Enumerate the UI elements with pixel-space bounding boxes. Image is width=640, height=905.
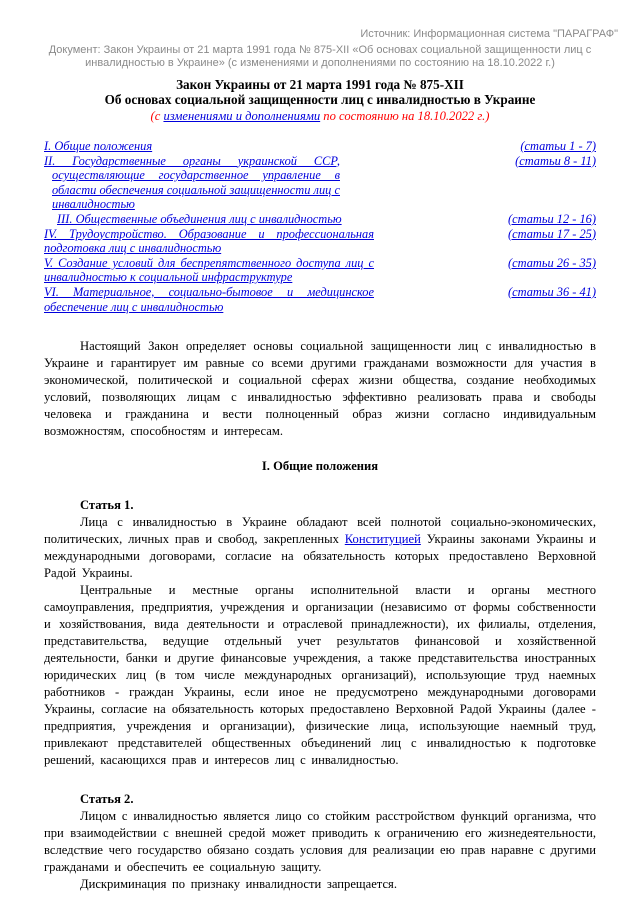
toc-link-section-6[interactable]: VI. Материальное, социально-бытовое и медицинское обеспечение лиц с инвалидностью <box>44 284 374 314</box>
article-1 <box>44 497 596 769</box>
toc-row <box>44 212 596 227</box>
toc-link-section-1[interactable]: I. Общие положения <box>44 139 153 153</box>
toc-articles-section-1[interactable]: (статьи 1 - 7) <box>520 139 596 153</box>
toc-link-section-2[interactable]: II. Государственные органы украинской ССР, осуществляющие государственное управление в области обеспечения социальной защищенности лиц с инвалидностью <box>44 153 340 212</box>
article-2-heading: Статья 2. <box>80 792 134 807</box>
toc-link-section-5[interactable]: V. Создание условий для беспрепятственного доступа лиц с инвалидностью к социальной инфраструктуре <box>44 255 374 285</box>
constitution-link[interactable]: Конституцией <box>344 532 421 547</box>
toc-link-section-3[interactable]: III. Общественные объединения лиц с инвалидностью <box>57 211 342 226</box>
revision-amendments-link[interactable]: изменениями и дополнениями <box>163 109 321 123</box>
document-content <box>0 77 640 893</box>
law-title-line1: Закон Украины от 21 марта 1991 года № 875-XII <box>176 77 464 92</box>
document-description-line: Документ: Закон Украины от 21 марта 1991 года № 875-XII «Об основах социальной защищенности лиц с инвалидностью в Украине» (с изменениями и дополнениями по состоянию на 18.10.2022 г.) <box>48 44 592 69</box>
article-2-paragraph-1: Лицом с инвалидностью является лицо со стойким расстройством функций организма, что при взаимодействии с внешней средой может приводить к ограничению его жизнедеятельности, вследствие чего государство обязано создать условия для реализации ею прав наравне с другими гражданами и обеспечить ее социальную защиту. <box>44 809 596 875</box>
toc-articles-section-2[interactable]: (статьи 8 - 11) <box>515 153 596 168</box>
article-1-p1-text-after: Украины законами Украины и международными договорами, согласие на обязательность которых предоставлено Верховной Радой Украины. <box>44 532 596 581</box>
intro-paragraph: Настоящий Закон определяет основы социальной защищенности лиц с инвалидностью в Украине и гарантирует им равные со всеми другими гражданами возможности для участия в экономической, политической и социальной сферах жизни общества, создание необходимых условий, позволяющих лицам с инвалидностью эффективно реализовать права и свободы человека и гражданина и вести полноценный образ жизни согласно индивидуальным возможностям, способностям и интересам. <box>44 339 596 439</box>
source-line: Источник: Информационная система "ПАРАГРАФ" <box>360 28 618 40</box>
article-1-paragraph-1 <box>44 514 596 582</box>
article-1-heading: Статья 1. <box>80 498 134 513</box>
toc-articles-section-6[interactable]: (статьи 36 - 41) <box>507 284 596 299</box>
toc-row <box>44 285 596 314</box>
toc-link-section-4[interactable]: IV. Трудоустройство. Образование и профессиональная подготовка лиц с инвалидностью <box>44 226 374 256</box>
revision-line <box>44 108 596 124</box>
toc-row <box>44 227 596 256</box>
toc-articles-section-3[interactable]: (статьи 12 - 16) <box>507 211 596 226</box>
table-of-contents <box>44 139 596 314</box>
article-1-paragraph-2: Центральные и местные органы исполнительной власти и органы местного самоуправления, предприятия, учреждения и организации (независимо от формы собственности и хозяйствования, вида деятельности и отраслевой принадлежности), их филиалы, отделения, представительства, ведущие отдельный учет результатов финансовой и хозяйственной деятельности, банки и другие финансовые учреждения, а также представительства иностранных юридических лиц (в том числе международных организаций), использующие труд наемных работников - граждан Украины, если иное не предусмотрено международными договорами Украины, согласие на обязательность которых предоставлено Верховной Радой Украины (далее - предприятия, учреждения и организации), физические лица, использующие наемный труд, привлекают представителей общественных объединений лиц с инвалидностью к подготовке решений, касающихся прав и интересов лиц с инвалидностью. <box>44 583 596 768</box>
toc-row <box>44 154 596 212</box>
toc-articles-section-4[interactable]: (статьи 17 - 25) <box>507 226 596 241</box>
revision-prefix: (с <box>150 109 164 123</box>
revision-suffix: по состоянию на 18.10.2022 г.) <box>320 109 490 123</box>
article-2 <box>44 791 596 893</box>
toc-row <box>44 139 596 154</box>
toc-row <box>44 256 596 285</box>
law-title-line2: Об основах социальной защищенности лиц с инвалидностью в Украине <box>104 92 536 107</box>
article-1-p1-text-before: Лица с инвалидностью в Украине обладают всей полнотой социально-экономических, политических, личных прав и свобод, закрепленных <box>44 515 596 547</box>
document-meta-header <box>0 28 640 70</box>
section-1-heading: I. Общие положения <box>261 459 379 474</box>
toc-articles-section-5[interactable]: (статьи 26 - 35) <box>507 255 596 270</box>
article-2-paragraph-2: Дискриминация по признаку инвалидности запрещается. <box>80 877 397 892</box>
